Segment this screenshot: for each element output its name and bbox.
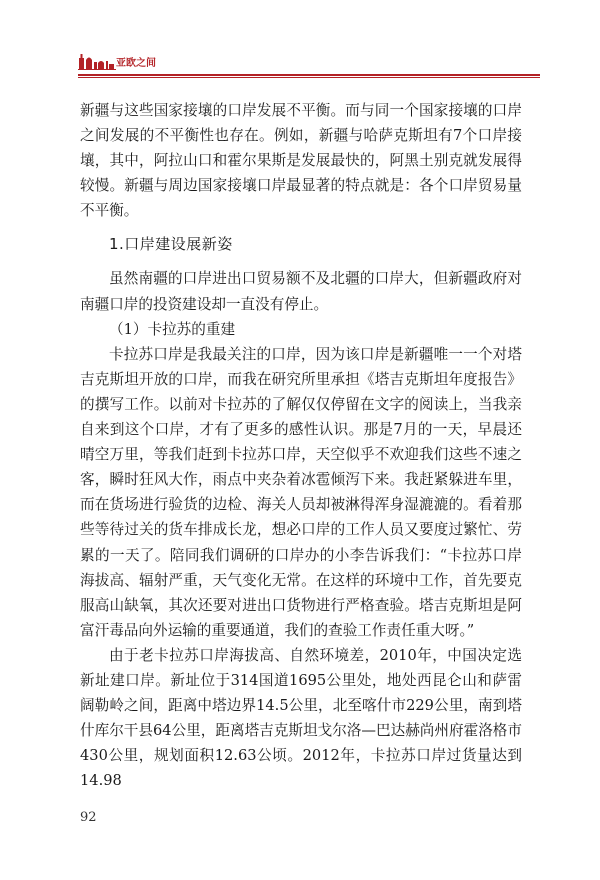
header-rule-thin xyxy=(78,77,540,78)
page-number: 92 xyxy=(80,810,97,825)
running-header xyxy=(78,46,538,76)
page-body xyxy=(80,98,522,793)
paragraph: 新疆与这些国家接壤的口岸发展不平衡。而与同一个国家接壤的口岸之间发展的不平衡性也存在。例如，新疆与哈萨克斯坦有7个口岸接壤，其中，阿拉山口和霍尔果斯是发展最快的，阿黑土别克就发展得较慢。新疆与周边国家接壤口岸最显著的特点就是：各个口岸贸易量不平衡。 xyxy=(80,102,522,220)
paragraph: 虽然南疆的口岸进出口贸易额不及北疆的口岸大，但新疆政府对南疆口岸的投资建设却一直没有停止。 xyxy=(80,270,522,313)
series-title: 亚欧之间 xyxy=(116,58,156,69)
header-rule xyxy=(78,74,540,76)
series-logo-icon xyxy=(78,50,120,70)
subsection-heading: （1）卡拉苏的重建 xyxy=(109,320,236,338)
paragraph: 由于老卡拉苏口岸海拔高、自然环境差，2010年，中国决定选新址建口岸。新址位于314国道1695公里处，地处西昆仑山和萨雷阔勒岭之间，距离中塔边界14.5公里，北至喀什市229公里，南到塔什库尔干县64公里，距离塔吉克斯坦戈尔洛—巴达赫尚州府霍洛格市430公里，规划面积12.63公顷。2012年，卡拉苏口岸过货量达到14.98 xyxy=(80,646,522,790)
paragraph: 卡拉苏口岸是我最关注的口岸，因为该口岸是新疆唯一一个对塔吉克斯坦开放的口岸，而我在研究所里承担《塔吉克斯坦年度报告》的撰写工作。以前对卡拉苏的了解仅仅停留在文字的阅读上，当我亲自来到这个口岸，才有了更多的感性认识。那是7月的一天，早晨还晴空万里，等我们赶到卡拉苏口岸，天空似乎不欢迎我们这些不速之客，瞬时狂风大作，雨点中夹杂着冰雹倾泻下来。我赶紧躲进车里，而在货场进行验货的边检、海关人员却被淋得浑身湿漉漉的。看着那些等待过关的货车排成长龙，想必口岸的工作人员又要度过繁忙、劳累的一天了。陪同我们调研的口岸办的小李告诉我们：“卡拉苏口岸海拔高、辐射严重，天气变化无常。在这样的环境中工作，首先要克服高山缺氧，其次还要对进出口货物进行严格查验。塔吉克斯坦是阿富汗毒品向外运输的重要通道，我们的查验工作责任重大呀。” xyxy=(80,345,522,639)
section-heading: 1.口岸建设展新姿 xyxy=(109,235,233,254)
